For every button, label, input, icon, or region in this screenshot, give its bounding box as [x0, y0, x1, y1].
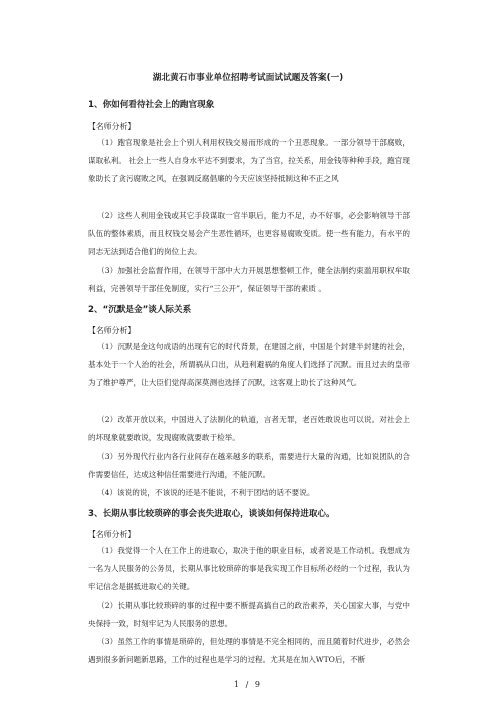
analysis-label-2: 【名师分析】 — [88, 326, 136, 335]
section-1-paragraph-1: （1）跑官现象是社会上个别人利用权钱交易而形成的一个丑恶现象。一部分领导干部腐败，谋取私利。 社会上一些人自身水平达不到要求，为了当官，拉关系，用金钱等种种手段，跑官现象助长了贪污腐败之风，在强调反腐倡廉的今天应该坚持抵制这种不正之风 — [88, 138, 410, 184]
section-2-paragraph-2: （2）改革开放以来，中国进入了法制化的轨道，言者无罪，老百姓敢说也可以说。对社会上的坏现象就要敢说，发现腐败就要敢于检举。 — [88, 415, 410, 443]
analysis-label-1: 【名师分析】 — [88, 122, 136, 131]
section-heading-2: 2、“沉默是金”谈人际关系 — [88, 305, 192, 315]
section-2-paragraph-3: （3）另外现代行业内各行业间存在越来越多的联系，需要进行大量的沟通，比如说团队的合作需要信任，达成这种信任需要进行沟通，不能沉默。 — [88, 452, 410, 480]
section-3-paragraph-1: （1）我觉得一个人在工作上的进取心，取决于他的职业目标，或者说是工作动机。我想成为一名为人民服务的公务员，长期从事比较琐碎的事是我实现工作目标所必经的一个过程，我认为牢记信念是据抵进取心的关键。 — [88, 546, 410, 592]
section-2-paragraph-4: （4）该说的说，不该说的还是不能说，不利于团结的话不要说。 — [97, 488, 315, 497]
section-heading-3: 3、长期从事比较琐碎的事会丧失进取心，谈谈如何保持进取心。 — [88, 509, 335, 519]
section-3-paragraph-2: （2）长期从事比较琐碎的事的过程中要不断提高搞自己的政治素养，关心国家大事，与党中央保持一致，时刻牢记为人民服务的思想。 — [88, 601, 410, 629]
section-heading-1: 1、你如何看待社会上的跑官现象 — [88, 100, 215, 110]
section-1-paragraph-2: （2）这些人利用金钱或其它手段谋取一官半职后，能力不足，办不好事，必会影响领导干部队伍的整体素质，而且权钱交易会产生恶性循环，也更容易腐败变质。使一些有能力，有水平的同志无法到适合他们的岗位上去。 — [88, 211, 410, 257]
section-1-paragraph-3: （3）加强社会监督作用，在领导干部中大力开展思想整顿工作，健全法制约束滥用职权牟取利益，完善领导干部任免制度，实行“三公开”，保证领导干部的素质 。 — [88, 266, 410, 294]
page-number: 1 / 9 — [234, 680, 262, 689]
section-2-paragraph-1: （1）沉默是金这句成语的出现有它的时代背景，在建国之前，中国是个封建半封建的社会，基本处于一个人治的社会，所谓祸从口出，从趋利避祸的角度人们选择了沉默。而且过去的皇帝为了维护尊严，让大臣们觉得高深莫测也选择了沉默，这客观上助长了这种风气。 — [88, 342, 410, 388]
section-3-paragraph-3: （3）虽然工作的事情是琐碎的，但处理的事情是不完全相同的，而且随着时代进步，必然会遇到很多新问题新思路，工作的过程也是学习的过程。尤其是在加入WTO后，不断 — [88, 637, 410, 665]
analysis-label-3: 【名师分析】 — [88, 530, 136, 539]
document-title: 湖北黄石市事业单位招聘考试面试试题及答案(一) — [152, 73, 344, 83]
